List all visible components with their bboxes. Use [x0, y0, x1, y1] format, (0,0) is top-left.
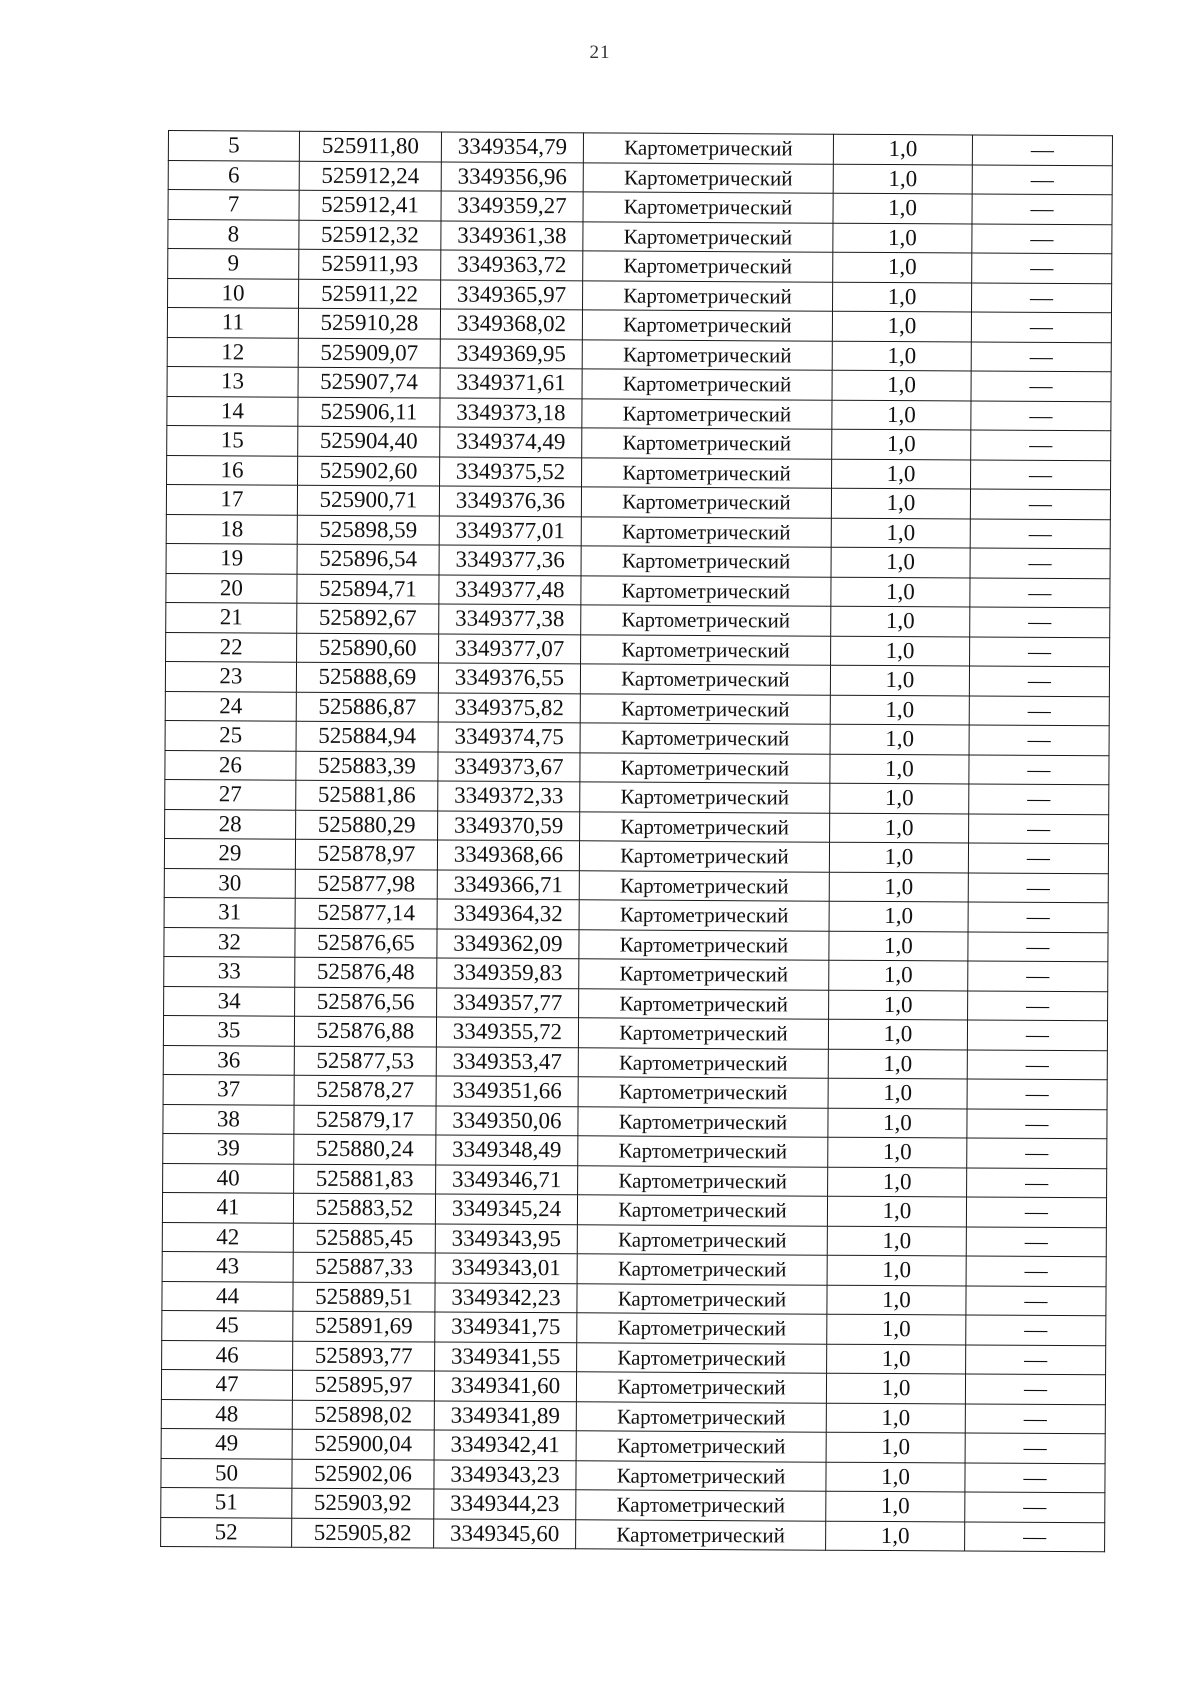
method-cell: Картометрический [581, 516, 831, 547]
method-cell: Картометрический [580, 693, 830, 724]
y-coordinate-cell: 3349350,06 [436, 1106, 578, 1136]
y-coordinate-cell: 3349354,79 [441, 132, 583, 162]
note-cell: — [972, 253, 1112, 283]
y-coordinate-cell: 3349370,59 [438, 811, 580, 841]
note-cell: — [966, 1197, 1106, 1227]
y-coordinate-cell: 3349371,61 [440, 368, 582, 398]
y-coordinate-cell: 3349372,33 [438, 781, 580, 811]
x-coordinate-cell: 525896,54 [297, 544, 439, 574]
method-cell: Картометрический [578, 1136, 828, 1167]
point-number-cell: 47 [161, 1369, 292, 1399]
method-cell: Картометрический [576, 1372, 826, 1403]
x-coordinate-cell: 525876,88 [294, 1016, 436, 1046]
method-cell: Картометрический [583, 221, 833, 252]
accuracy-cell: 1,0 [828, 1108, 967, 1138]
method-cell: Картометрический [579, 870, 829, 901]
method-cell: Картометрический [577, 1283, 827, 1314]
note-cell: — [970, 607, 1110, 637]
note-cell: — [965, 1403, 1105, 1433]
accuracy-cell: 1,0 [827, 1344, 966, 1374]
accuracy-cell: 1,0 [830, 783, 969, 813]
x-coordinate-cell: 525887,33 [293, 1252, 435, 1282]
accuracy-cell: 1,0 [830, 665, 969, 695]
point-number-cell: 42 [162, 1222, 293, 1252]
point-number-cell: 30 [164, 868, 295, 898]
accuracy-cell: 1,0 [832, 341, 971, 371]
y-coordinate-cell: 3349343,23 [434, 1460, 576, 1490]
note-cell: — [967, 1167, 1107, 1197]
point-number-cell: 28 [165, 809, 296, 839]
note-cell: — [967, 1108, 1107, 1138]
table-row [161, 1517, 1105, 1552]
y-coordinate-cell: 3349376,36 [439, 486, 581, 516]
note-cell: — [971, 400, 1111, 430]
note-cell: — [972, 164, 1112, 194]
x-coordinate-cell: 525910,28 [298, 308, 440, 338]
y-coordinate-cell: 3349375,52 [440, 457, 582, 487]
x-coordinate-cell: 525877,53 [294, 1046, 436, 1076]
note-cell: — [967, 1049, 1107, 1079]
point-number-cell: 51 [161, 1487, 292, 1517]
method-cell: Картометрический [579, 988, 829, 1019]
method-cell: Картометрический [582, 428, 832, 459]
y-coordinate-cell: 3349364,32 [437, 899, 579, 929]
x-coordinate-cell: 525909,07 [298, 338, 440, 368]
accuracy-cell: 1,0 [826, 1462, 965, 1492]
y-coordinate-cell: 3349377,07 [439, 634, 581, 664]
y-coordinate-cell: 3349351,66 [436, 1076, 578, 1106]
note-cell: — [972, 194, 1112, 224]
y-coordinate-cell: 3349377,36 [439, 545, 581, 575]
method-cell: Картометрический [583, 251, 833, 282]
note-cell: — [969, 784, 1109, 814]
point-number-cell: 36 [163, 1045, 294, 1075]
y-coordinate-cell: 3349341,55 [435, 1342, 577, 1372]
accuracy-cell: 1,0 [831, 488, 970, 518]
point-number-cell: 21 [166, 602, 297, 632]
y-coordinate-cell: 3349341,89 [434, 1401, 576, 1431]
y-coordinate-cell: 3349344,23 [434, 1489, 576, 1519]
point-number-cell: 27 [165, 779, 296, 809]
accuracy-cell: 1,0 [829, 931, 968, 961]
x-coordinate-cell: 525888,69 [296, 662, 438, 692]
coordinates-table [160, 130, 1113, 1552]
note-cell: — [965, 1374, 1105, 1404]
y-coordinate-cell: 3349343,95 [435, 1224, 577, 1254]
x-coordinate-cell: 525876,56 [295, 987, 437, 1017]
method-cell: Картометрический [577, 1195, 827, 1226]
page-number: 21 [589, 42, 611, 63]
x-coordinate-cell: 525911,80 [299, 131, 441, 161]
accuracy-cell: 1,0 [827, 1255, 966, 1285]
x-coordinate-cell: 525876,48 [295, 957, 437, 987]
method-cell: Картометрический [579, 841, 829, 872]
note-cell: — [968, 902, 1108, 932]
x-coordinate-cell: 525886,87 [296, 692, 438, 722]
accuracy-cell: 1,0 [831, 547, 970, 577]
method-cell: Картометрический [577, 1254, 827, 1285]
y-coordinate-cell: 3349369,95 [440, 339, 582, 369]
method-cell: Картометрический [578, 1047, 828, 1078]
method-cell: Картометрический [582, 457, 832, 488]
y-coordinate-cell: 3349359,27 [441, 191, 583, 221]
note-cell: — [971, 459, 1111, 489]
note-cell: — [970, 577, 1110, 607]
point-number-cell: 41 [162, 1192, 293, 1222]
point-number-cell: 25 [165, 720, 296, 750]
y-coordinate-cell: 3349361,38 [441, 221, 583, 251]
point-number-cell: 52 [161, 1517, 292, 1547]
y-coordinate-cell: 3349368,66 [437, 840, 579, 870]
accuracy-cell: 1,0 [829, 990, 968, 1020]
note-cell: — [967, 1079, 1107, 1109]
y-coordinate-cell: 3349345,24 [435, 1194, 577, 1224]
method-cell: Картометрический [578, 1165, 828, 1196]
note-cell: — [969, 754, 1109, 784]
x-coordinate-cell: 525911,93 [299, 249, 441, 279]
accuracy-cell: 1,0 [831, 518, 970, 548]
x-coordinate-cell: 525900,71 [297, 485, 439, 515]
note-cell: — [969, 725, 1109, 755]
x-coordinate-cell: 525881,86 [296, 780, 438, 810]
point-number-cell: 48 [161, 1399, 292, 1429]
point-number-cell: 24 [165, 691, 296, 721]
accuracy-cell: 1,0 [830, 695, 969, 725]
x-coordinate-cell: 525902,06 [292, 1459, 434, 1489]
point-number-cell: 43 [162, 1251, 293, 1281]
accuracy-cell: 1,0 [831, 577, 970, 607]
accuracy-cell: 1,0 [827, 1226, 966, 1256]
y-coordinate-cell: 3349362,09 [437, 929, 579, 959]
point-number-cell: 9 [168, 249, 299, 279]
note-cell: — [970, 518, 1110, 548]
note-cell: — [971, 371, 1111, 401]
point-number-cell: 34 [164, 986, 295, 1016]
note-cell: — [968, 961, 1108, 991]
y-coordinate-cell: 3349375,82 [438, 693, 580, 723]
note-cell: — [966, 1315, 1106, 1345]
accuracy-cell: 1,0 [832, 429, 971, 459]
point-number-cell: 5 [168, 131, 299, 161]
point-number-cell: 50 [161, 1458, 292, 1488]
point-number-cell: 12 [167, 337, 298, 367]
y-coordinate-cell: 3349348,49 [436, 1135, 578, 1165]
x-coordinate-cell: 525891,69 [293, 1311, 435, 1341]
point-number-cell: 16 [167, 455, 298, 485]
method-cell: Картометрический [577, 1342, 827, 1373]
method-cell: Картометрический [579, 959, 829, 990]
accuracy-cell: 1,0 [828, 1078, 967, 1108]
x-coordinate-cell: 525884,94 [296, 721, 438, 751]
y-coordinate-cell: 3349377,38 [439, 604, 581, 634]
method-cell: Картометрический [576, 1519, 826, 1550]
method-cell: Картометрический [580, 782, 830, 813]
accuracy-cell: 1,0 [828, 1049, 967, 1079]
y-coordinate-cell: 3349355,72 [436, 1017, 578, 1047]
point-number-cell: 38 [163, 1104, 294, 1134]
method-cell: Картометрический [578, 1077, 828, 1108]
point-number-cell: 40 [163, 1163, 294, 1193]
point-number-cell: 6 [168, 160, 299, 190]
note-cell: — [970, 489, 1110, 519]
method-cell: Картометрический [578, 1018, 828, 1049]
method-cell: Картометрический [581, 575, 831, 606]
y-coordinate-cell: 3349365,97 [441, 280, 583, 310]
note-cell: — [968, 843, 1108, 873]
accuracy-cell: 1,0 [827, 1285, 966, 1315]
y-coordinate-cell: 3349357,77 [437, 988, 579, 1018]
point-number-cell: 45 [162, 1310, 293, 1340]
x-coordinate-cell: 525879,17 [294, 1105, 436, 1135]
x-coordinate-cell: 525881,83 [294, 1164, 436, 1194]
method-cell: Картометрический [579, 900, 829, 931]
method-cell: Картометрический [581, 605, 831, 636]
accuracy-cell: 1,0 [831, 606, 970, 636]
accuracy-cell: 1,0 [826, 1491, 965, 1521]
x-coordinate-cell: 525876,65 [295, 928, 437, 958]
method-cell: Картометрический [580, 723, 830, 754]
accuracy-cell: 1,0 [830, 724, 969, 754]
accuracy-cell: 1,0 [833, 252, 972, 282]
method-cell: Картометрический [583, 192, 833, 223]
accuracy-cell: 1,0 [831, 636, 970, 666]
method-cell: Картометрический [583, 280, 833, 311]
accuracy-cell: 1,0 [830, 813, 969, 843]
note-cell: — [967, 1138, 1107, 1168]
x-coordinate-cell: 525889,51 [293, 1282, 435, 1312]
x-coordinate-cell: 525880,29 [296, 810, 438, 840]
note-cell: — [966, 1285, 1106, 1315]
note-cell: — [968, 990, 1108, 1020]
method-cell: Картометрический [582, 369, 832, 400]
accuracy-cell: 1,0 [832, 400, 971, 430]
x-coordinate-cell: 525878,97 [295, 839, 437, 869]
method-cell: Картометрический [576, 1460, 826, 1491]
x-coordinate-cell: 525904,40 [298, 426, 440, 456]
point-number-cell: 22 [166, 632, 297, 662]
point-number-cell: 17 [166, 484, 297, 514]
method-cell: Картометрический [576, 1490, 826, 1521]
point-number-cell: 37 [163, 1074, 294, 1104]
note-cell: — [971, 312, 1111, 342]
method-cell: Картометрический [582, 339, 832, 370]
note-cell: — [971, 341, 1111, 371]
method-cell: Картометрический [579, 929, 829, 960]
accuracy-cell: 1,0 [826, 1373, 965, 1403]
x-coordinate-cell: 525912,32 [299, 220, 441, 250]
point-number-cell: 46 [162, 1340, 293, 1370]
note-cell: — [965, 1492, 1105, 1522]
accuracy-cell: 1,0 [828, 1137, 967, 1167]
point-number-cell: 35 [163, 1015, 294, 1045]
y-coordinate-cell: 3349341,75 [435, 1312, 577, 1342]
accuracy-cell: 1,0 [829, 960, 968, 990]
x-coordinate-cell: 525883,39 [296, 751, 438, 781]
point-number-cell: 49 [161, 1428, 292, 1458]
x-coordinate-cell: 525895,97 [292, 1370, 434, 1400]
method-cell: Картометрический [581, 546, 831, 577]
x-coordinate-cell: 525907,74 [298, 367, 440, 397]
accuracy-cell: 1,0 [832, 282, 971, 312]
point-number-cell: 13 [167, 366, 298, 396]
point-number-cell: 8 [168, 219, 299, 249]
y-coordinate-cell: 3349342,23 [435, 1283, 577, 1313]
note-cell: — [971, 282, 1111, 312]
accuracy-cell: 1,0 [828, 1019, 967, 1049]
y-coordinate-cell: 3349346,71 [436, 1165, 578, 1195]
y-coordinate-cell: 3349342,41 [434, 1430, 576, 1460]
note-cell: — [966, 1344, 1106, 1374]
x-coordinate-cell: 525912,41 [299, 190, 441, 220]
accuracy-cell: 1,0 [832, 311, 971, 341]
point-number-cell: 18 [166, 514, 297, 544]
accuracy-cell: 1,0 [833, 164, 972, 194]
accuracy-cell: 1,0 [832, 370, 971, 400]
x-coordinate-cell: 525898,59 [297, 515, 439, 545]
y-coordinate-cell: 3349374,75 [438, 722, 580, 752]
point-number-cell: 26 [165, 750, 296, 780]
point-number-cell: 32 [164, 927, 295, 957]
y-coordinate-cell: 3349377,48 [439, 575, 581, 605]
accuracy-cell: 1,0 [826, 1403, 965, 1433]
method-cell: Картометрический [581, 634, 831, 665]
accuracy-cell: 1,0 [833, 223, 972, 253]
note-cell: — [971, 430, 1111, 460]
y-coordinate-cell: 3349345,60 [434, 1519, 576, 1549]
note-cell: — [969, 666, 1109, 696]
point-number-cell: 7 [168, 190, 299, 220]
x-coordinate-cell: 525905,82 [292, 1518, 434, 1548]
accuracy-cell: 1,0 [826, 1521, 965, 1551]
method-cell: Картометрический [583, 162, 833, 193]
accuracy-cell: 1,0 [827, 1196, 966, 1226]
x-coordinate-cell: 525902,60 [298, 456, 440, 486]
x-coordinate-cell: 525878,27 [294, 1075, 436, 1105]
point-number-cell: 29 [164, 838, 295, 868]
note-cell: — [968, 931, 1108, 961]
point-number-cell: 14 [167, 396, 298, 426]
point-number-cell: 19 [166, 543, 297, 573]
x-coordinate-cell: 525892,67 [297, 603, 439, 633]
x-coordinate-cell: 525898,02 [292, 1400, 434, 1430]
method-cell: Картометрический [576, 1401, 826, 1432]
y-coordinate-cell: 3349353,47 [436, 1047, 578, 1077]
x-coordinate-cell: 525883,52 [293, 1193, 435, 1223]
y-coordinate-cell: 3349368,02 [440, 309, 582, 339]
accuracy-cell: 1,0 [828, 1167, 967, 1197]
y-coordinate-cell: 3349363,72 [441, 250, 583, 280]
x-coordinate-cell: 525877,98 [295, 869, 437, 899]
x-coordinate-cell: 525894,71 [297, 574, 439, 604]
point-number-cell: 39 [163, 1133, 294, 1163]
y-coordinate-cell: 3349343,01 [435, 1253, 577, 1283]
accuracy-cell: 1,0 [833, 193, 972, 223]
accuracy-cell: 1,0 [829, 901, 968, 931]
note-cell: — [965, 1433, 1105, 1463]
x-coordinate-cell: 525885,45 [293, 1223, 435, 1253]
x-coordinate-cell: 525880,24 [294, 1134, 436, 1164]
y-coordinate-cell: 3349377,01 [439, 516, 581, 546]
accuracy-cell: 1,0 [830, 754, 969, 784]
accuracy-cell: 1,0 [829, 872, 968, 902]
x-coordinate-cell: 525893,77 [293, 1341, 435, 1371]
point-number-cell: 15 [167, 425, 298, 455]
y-coordinate-cell: 3349366,71 [437, 870, 579, 900]
y-coordinate-cell: 3349373,18 [440, 398, 582, 428]
note-cell: — [970, 636, 1110, 666]
point-number-cell: 20 [166, 573, 297, 603]
x-coordinate-cell: 525912,24 [299, 161, 441, 191]
method-cell: Картометрический [578, 1106, 828, 1137]
note-cell: — [969, 813, 1109, 843]
point-number-cell: 11 [167, 308, 298, 338]
method-cell: Картометрический [577, 1313, 827, 1344]
accuracy-cell: 1,0 [827, 1314, 966, 1344]
method-cell: Картометрический [576, 1431, 826, 1462]
x-coordinate-cell: 525877,14 [295, 898, 437, 928]
method-cell: Картометрический [580, 811, 830, 842]
y-coordinate-cell: 3349376,55 [438, 663, 580, 693]
accuracy-cell: 1,0 [832, 459, 971, 489]
method-cell: Картометрический [582, 398, 832, 429]
x-coordinate-cell: 525890,60 [297, 633, 439, 663]
note-cell: — [966, 1226, 1106, 1256]
note-cell: — [970, 548, 1110, 578]
note-cell: — [968, 872, 1108, 902]
note-cell: — [965, 1521, 1105, 1551]
x-coordinate-cell: 525906,11 [298, 397, 440, 427]
y-coordinate-cell: 3349374,49 [440, 427, 582, 457]
accuracy-cell: 1,0 [826, 1432, 965, 1462]
method-cell: Картометрический [581, 487, 831, 518]
note-cell: — [967, 1020, 1107, 1050]
x-coordinate-cell: 525911,22 [299, 279, 441, 309]
point-number-cell: 10 [168, 278, 299, 308]
method-cell: Картометрический [580, 752, 830, 783]
method-cell: Картометрический [577, 1224, 827, 1255]
note-cell: — [965, 1462, 1105, 1492]
accuracy-cell: 1,0 [833, 134, 972, 164]
note-cell: — [969, 695, 1109, 725]
point-number-cell: 33 [164, 956, 295, 986]
point-number-cell: 44 [162, 1281, 293, 1311]
coordinates-table-body [161, 131, 1113, 1552]
method-cell: Картометрический [583, 133, 833, 164]
point-number-cell: 31 [164, 897, 295, 927]
method-cell: Картометрический [582, 310, 832, 341]
note-cell: — [972, 135, 1112, 165]
x-coordinate-cell: 525903,92 [292, 1488, 434, 1518]
note-cell: — [972, 223, 1112, 253]
y-coordinate-cell: 3349359,83 [437, 958, 579, 988]
x-coordinate-cell: 525900,04 [292, 1429, 434, 1459]
y-coordinate-cell: 3349356,96 [441, 162, 583, 192]
method-cell: Картометрический [580, 664, 830, 695]
y-coordinate-cell: 3349373,67 [438, 752, 580, 782]
note-cell: — [966, 1256, 1106, 1286]
accuracy-cell: 1,0 [829, 842, 968, 872]
y-coordinate-cell: 3349341,60 [434, 1371, 576, 1401]
point-number-cell: 23 [165, 661, 296, 691]
